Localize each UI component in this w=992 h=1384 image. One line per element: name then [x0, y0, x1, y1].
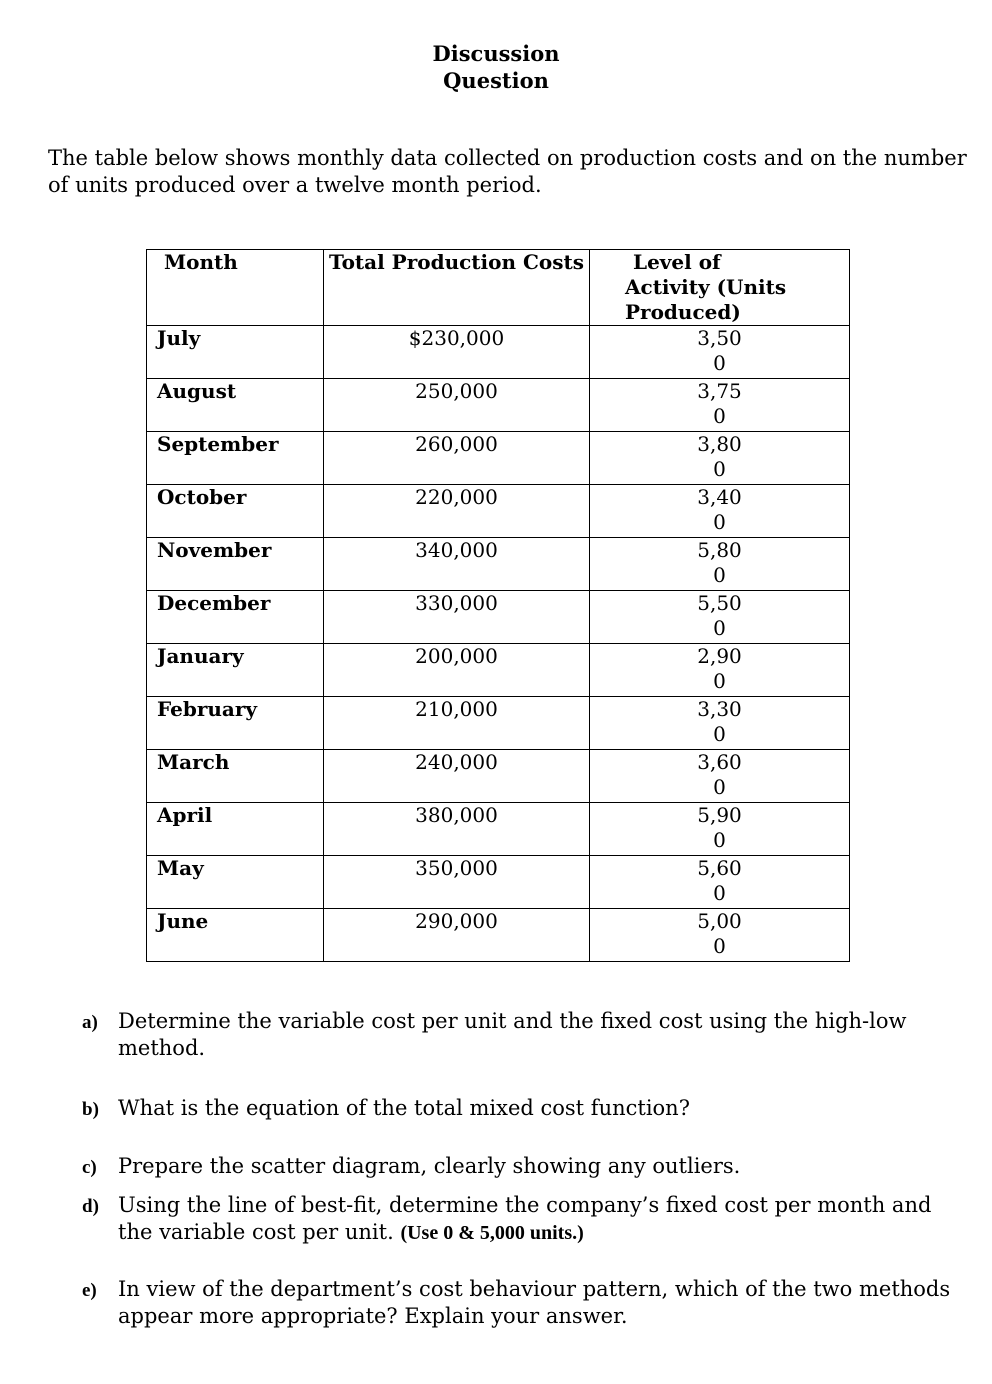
title-line-1: Discussion: [432, 41, 560, 66]
cell-month: September: [147, 432, 324, 485]
cell-units: [590, 591, 850, 644]
cell-month: March: [147, 750, 324, 803]
cell-units: [590, 644, 850, 697]
question-d: [82, 1192, 962, 1247]
cell-cost: 380,000: [324, 803, 590, 856]
header-level-line-3: Produced): [625, 300, 741, 324]
cell-units-value: 3,400: [697, 485, 742, 534]
cell-month: February: [147, 697, 324, 750]
header-total-production-costs: Total Production Costs: [324, 250, 590, 326]
cell-units-value: 5,800: [697, 538, 742, 587]
cell-cost: 250,000: [324, 379, 590, 432]
cell-units-value: 5,900: [697, 803, 742, 852]
cell-cost: 260,000: [324, 432, 590, 485]
question-text: In view of the department’s cost behaviour pattern, which of the two methods appear more appropriate? Explain your answer.: [118, 1277, 951, 1328]
cell-month: April: [147, 803, 324, 856]
table-row: [147, 644, 850, 697]
question-c: [82, 1153, 962, 1180]
title-line-2: Question: [443, 68, 549, 93]
cell-month: June: [147, 909, 324, 962]
cell-month: December: [147, 591, 324, 644]
cell-month: January: [147, 644, 324, 697]
table-row: [147, 379, 850, 432]
table-row: [147, 803, 850, 856]
cell-units-value: 3,800: [697, 432, 742, 481]
cell-units: [590, 856, 850, 909]
cell-units: [590, 803, 850, 856]
production-data-table: [146, 249, 850, 962]
question-letter: c): [82, 1157, 97, 1178]
question-text-wrap: [118, 1192, 962, 1247]
header-level-of-activity: [590, 250, 850, 326]
table-row: [147, 326, 850, 379]
page-title: [0, 40, 992, 94]
cell-units: [590, 432, 850, 485]
question-letter: a): [82, 1012, 98, 1033]
table-row: [147, 856, 850, 909]
cell-cost: 210,000: [324, 697, 590, 750]
table-row: [147, 750, 850, 803]
cell-units-value: 3,600: [697, 750, 742, 799]
header-level-line-1: Level of: [633, 250, 721, 274]
cell-cost: 330,000: [324, 591, 590, 644]
cell-units: [590, 326, 850, 379]
table-row: [147, 432, 850, 485]
question-b: [82, 1095, 962, 1122]
cell-units: [590, 909, 850, 962]
cell-units-value: 5,000: [697, 909, 742, 958]
cell-units: [590, 485, 850, 538]
cell-month: July: [147, 326, 324, 379]
header-level-line-2: Activity (Units: [625, 275, 787, 299]
cell-units-value: 3,300: [697, 697, 742, 746]
cell-units-value: 2,900: [697, 644, 742, 693]
cell-cost: 340,000: [324, 538, 590, 591]
cell-cost: 220,000: [324, 485, 590, 538]
cell-units-value: 5,600: [697, 856, 742, 905]
cell-month: May: [147, 856, 324, 909]
table-row: [147, 538, 850, 591]
question-text: Using the line of best-fit, determine the company’s fixed cost per month and the variable cost per unit.: [118, 1193, 932, 1244]
cell-units: [590, 538, 850, 591]
cell-units-value: 3,750: [697, 379, 742, 428]
cell-units: [590, 379, 850, 432]
question-letter: b): [82, 1099, 99, 1120]
table-row: [147, 485, 850, 538]
table-row: [147, 697, 850, 750]
cell-cost: 200,000: [324, 644, 590, 697]
table-row: [147, 591, 850, 644]
question-text: Determine the variable cost per unit and the fixed cost using the high-low method.: [118, 1009, 907, 1060]
table-header-row: [147, 250, 850, 326]
question-note: (Use 0 & 5,000 units.): [400, 1222, 584, 1244]
table-row: [147, 909, 850, 962]
question-letter: e): [82, 1280, 97, 1301]
intro-paragraph: The table below shows monthly data collected on production costs and on the number of units produced over a twelve month period.: [48, 146, 967, 197]
question-text: What is the equation of the total mixed cost function?: [118, 1096, 690, 1120]
cell-cost: 290,000: [324, 909, 590, 962]
cell-units: [590, 750, 850, 803]
cell-cost: 350,000: [324, 856, 590, 909]
question-letter: d): [82, 1196, 99, 1217]
question-a: [82, 1008, 962, 1062]
cell-cost: $230,000: [324, 326, 590, 379]
cell-units: [590, 697, 850, 750]
cell-cost: 240,000: [324, 750, 590, 803]
cell-month: November: [147, 538, 324, 591]
cell-units-value: 3,500: [697, 326, 742, 375]
cell-month: August: [147, 379, 324, 432]
question-text: Prepare the scatter diagram, clearly showing any outliers.: [118, 1154, 741, 1178]
cell-units-value: 5,500: [697, 591, 742, 640]
header-month: Month: [147, 250, 324, 326]
question-e: [82, 1276, 962, 1330]
cell-month: October: [147, 485, 324, 538]
